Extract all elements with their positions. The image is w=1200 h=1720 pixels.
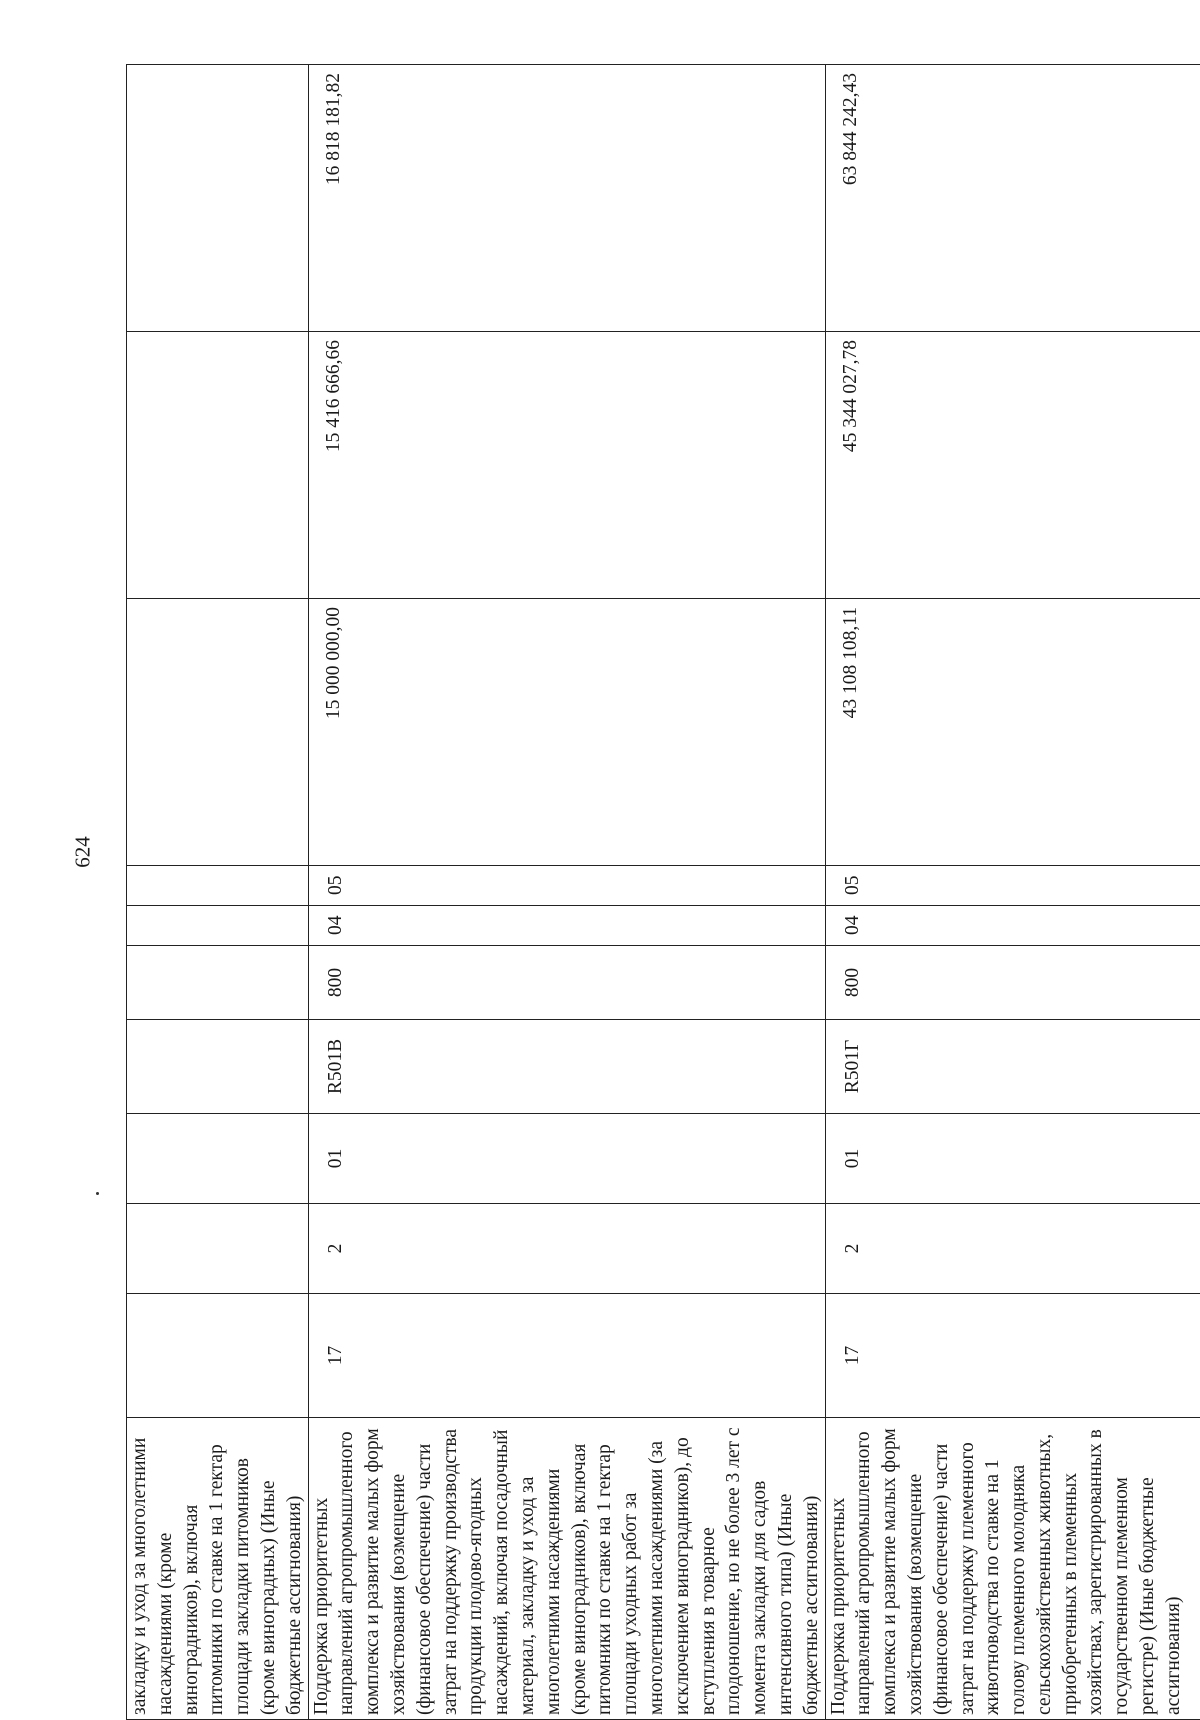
cell-direction-code: R501В (308, 1020, 825, 1114)
cell-amount-year3: 63 844 242,43 (825, 65, 1200, 332)
budget-table (126, 64, 1200, 1720)
cell-event: 01 (308, 1114, 825, 1204)
cell-amount-year1: 43 108 108,11 (825, 599, 1200, 866)
cell-direction-code: R501Г (825, 1020, 1200, 1114)
row-description: закладку и уход за многолетними насаждениями (кроме виноградников), включая питомники по ставке на 1 гектар площади закладки питомников (кроме виноградных) (Иные бюджетные ассигнования) (127, 1418, 309, 1720)
cell-amount-year1: 15 000 000,00 (308, 599, 825, 866)
cell-amount-year2: 15 416 666,66 (308, 332, 825, 599)
cell-amount-year2: 45 344 027,78 (825, 332, 1200, 599)
row-description: Поддержка приоритетных направлений агропромышленного комплекса и развитие малых форм хозяйствования (возмещение (финансовое обеспечение) части затрат на поддержку производства продукции плодово-ягодных насаждений, включая посадочный материал, закладку и уход за многолетними насаждениями (кроме виноградников), включая питомники по ставке на 1 гектар площади уходных работ за многолетними насаждениями (за исключением виноградников), до вступления в товарное плодоношение, но не более 3 лет с момента закладки для садов интенсивного типа) (Иные бюджетные ассигнования) (308, 1418, 825, 1720)
cell-program: 17 (825, 1294, 1200, 1418)
cell-program: 17 (308, 1294, 825, 1418)
scan-speck (96, 1192, 99, 1195)
cell-direction-code (127, 1020, 309, 1114)
cell-section: 04 (308, 906, 825, 946)
table-row (308, 65, 825, 1720)
cell-event: 01 (825, 1114, 1200, 1204)
cell-subprogram (127, 1204, 309, 1294)
cell-subprogram: 2 (825, 1204, 1200, 1294)
page-number: 624 (70, 836, 95, 868)
cell-expense-type: 800 (308, 946, 825, 1020)
row-description: Поддержка приоритетных направлений агропромышленного комплекса и развитие малых форм хозяйствования (возмещение (финансовое обеспечение) части затрат на поддержку племенного животноводства по ставке на 1 голову племенного молодняка сельскохозяйственных животных, приобретенных в племенных хозяйствах, зарегистрированных в государственном племенном регистре) (Иные бюджетные ассигнования) (825, 1418, 1200, 1720)
cell-subprogram: 2 (308, 1204, 825, 1294)
table-row (825, 65, 1200, 1720)
cell-subsection: 05 (825, 866, 1200, 906)
cell-expense-type (127, 946, 309, 1020)
cell-expense-type: 800 (825, 946, 1200, 1020)
cell-amount-year3 (127, 65, 309, 332)
table-row (127, 65, 309, 1720)
cell-subsection (127, 866, 309, 906)
cell-amount-year1 (127, 599, 309, 866)
cell-amount-year3: 16 818 181,82 (308, 65, 825, 332)
cell-section: 04 (825, 906, 1200, 946)
cell-amount-year2 (127, 332, 309, 599)
cell-section (127, 906, 309, 946)
cell-program (127, 1294, 309, 1418)
budget-table-sheet (126, 65, 1184, 1720)
cell-subsection: 05 (308, 866, 825, 906)
cell-event (127, 1114, 309, 1204)
